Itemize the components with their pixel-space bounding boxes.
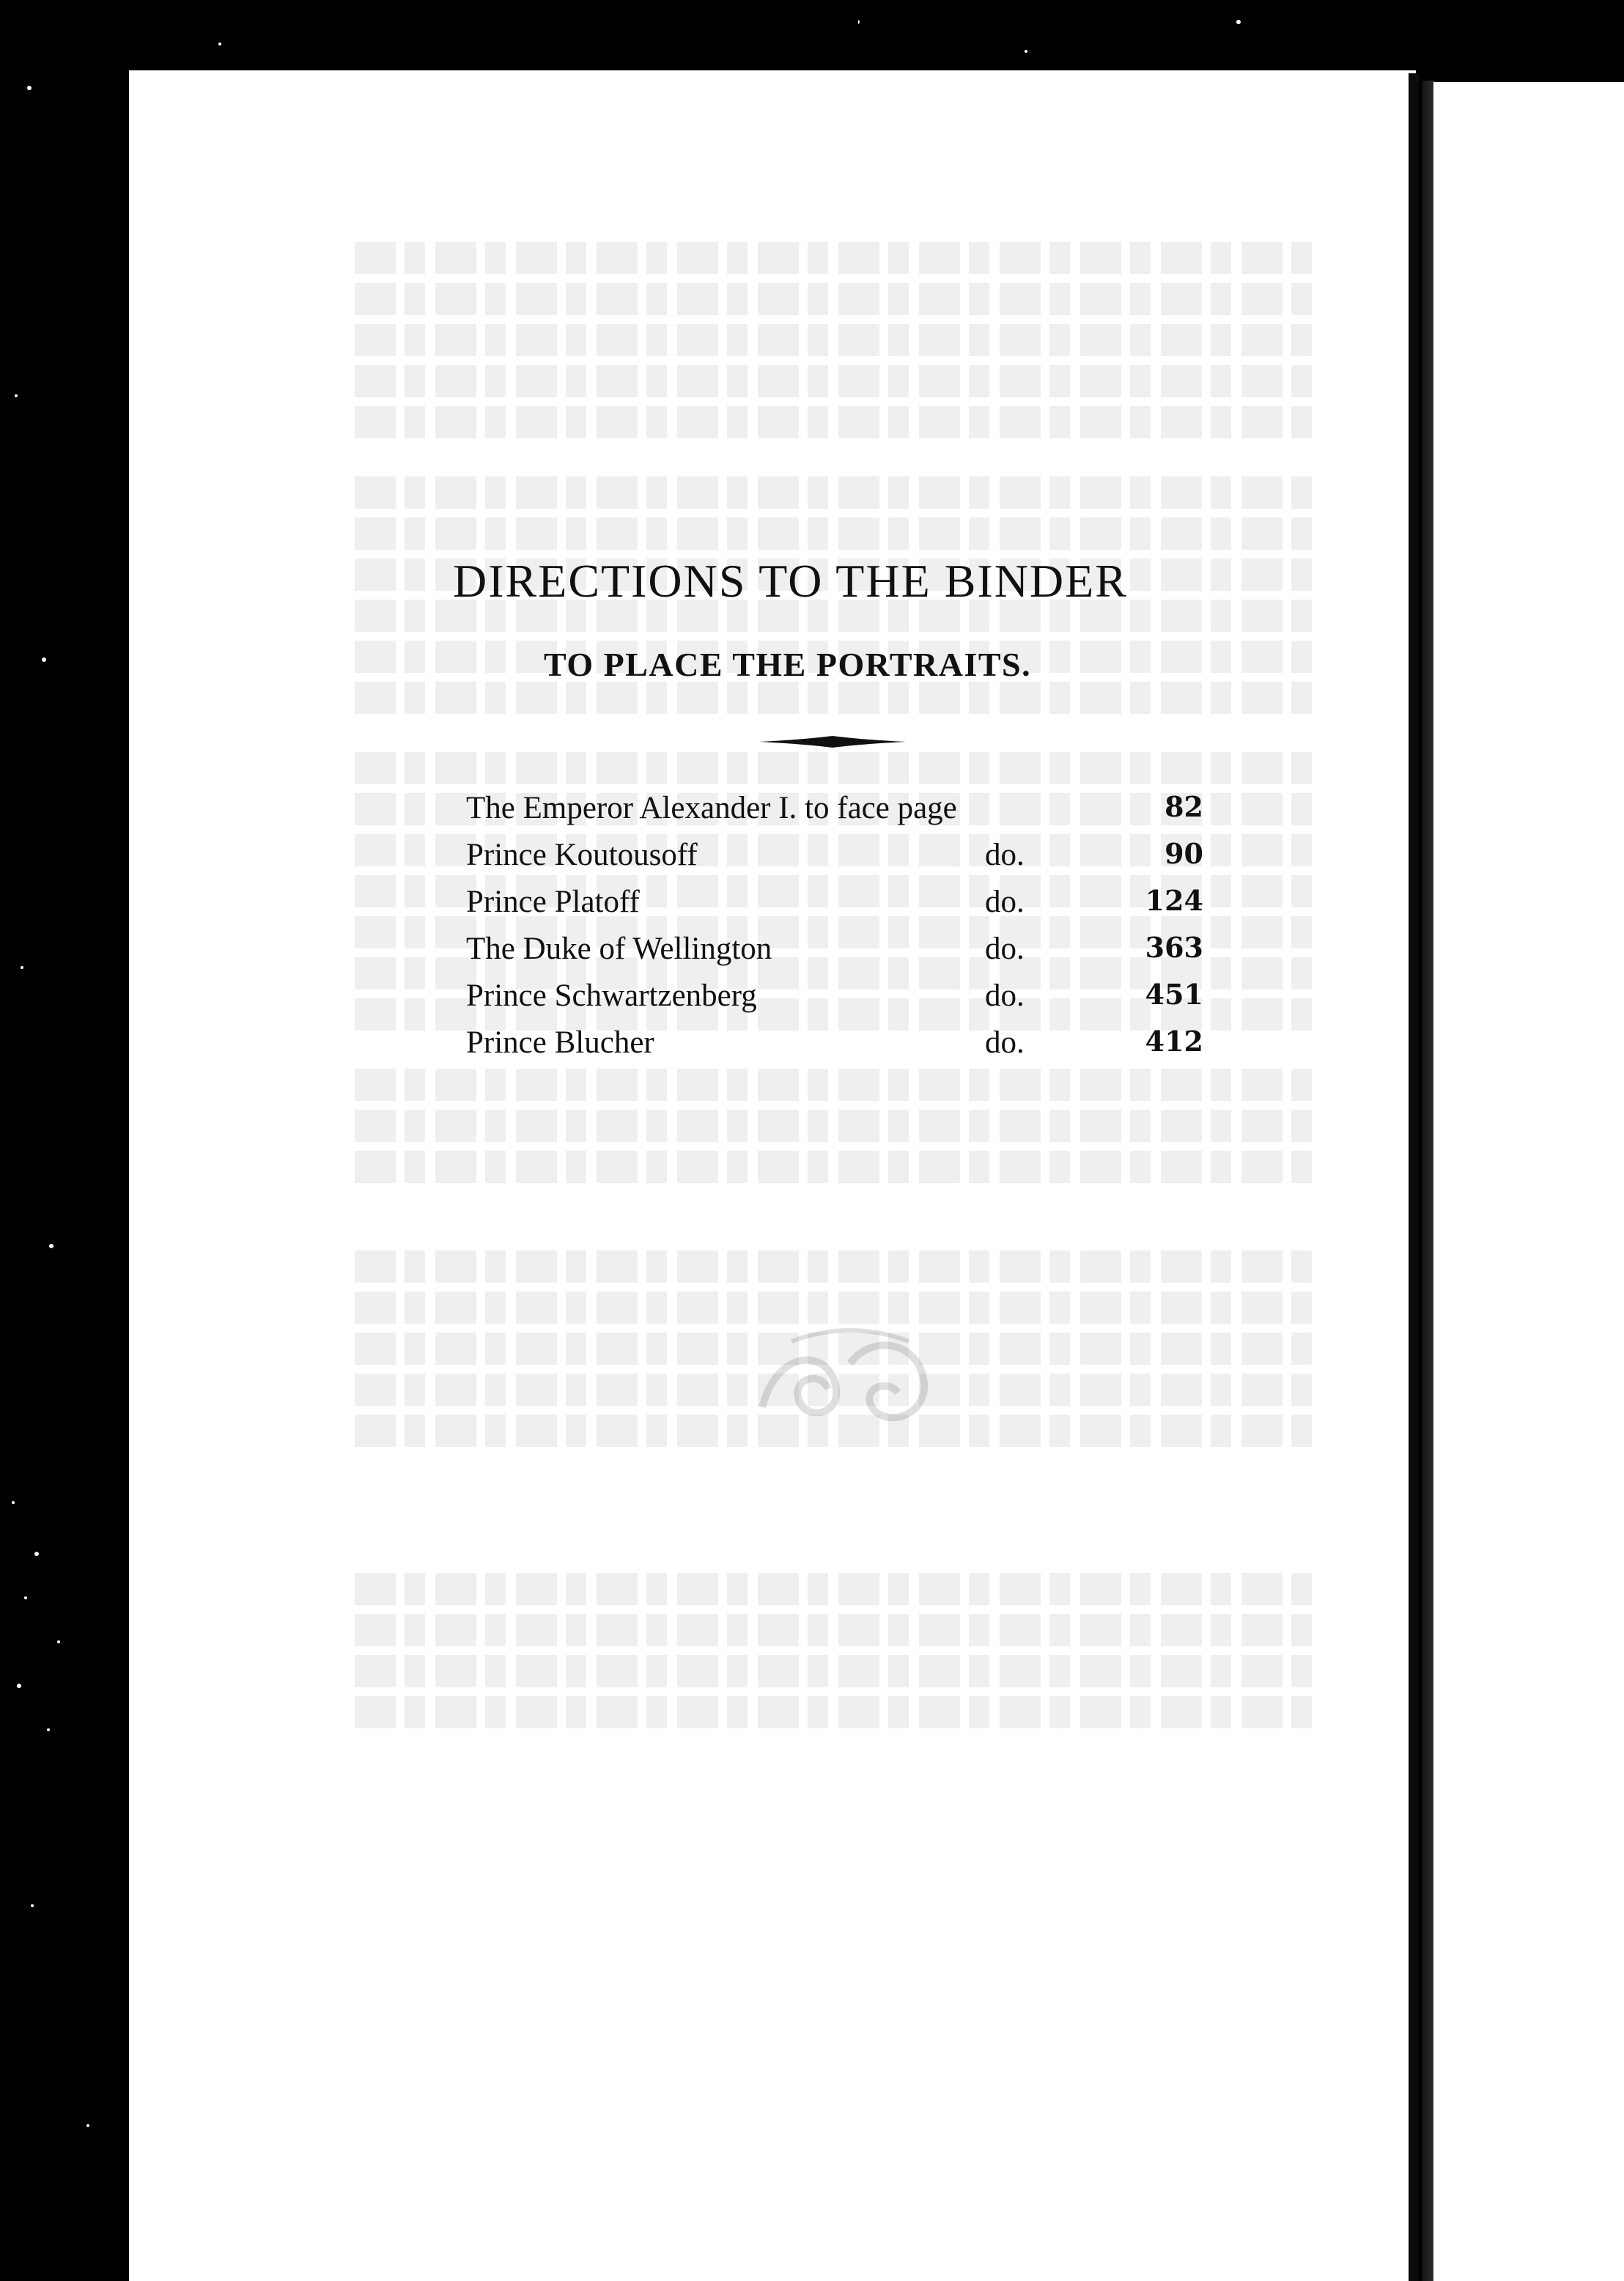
portrait-ditto: do. bbox=[985, 885, 1025, 919]
page-title: DIRECTIONS TO THE BINDER bbox=[453, 555, 1128, 607]
portrait-page-number: 451 bbox=[1145, 978, 1203, 1011]
show-through-ornament bbox=[748, 1319, 953, 1437]
portrait-name: Prince Platoff bbox=[466, 885, 640, 919]
decorative-rule bbox=[759, 733, 906, 751]
portrait-name: Prince Koutousoff bbox=[466, 838, 698, 872]
list-item bbox=[466, 931, 1221, 978]
book-spine bbox=[1409, 73, 1419, 2281]
list-item bbox=[466, 1025, 1221, 1072]
portrait-ditto: do. bbox=[985, 1025, 1025, 1060]
portrait-page-number: 412 bbox=[1145, 1025, 1203, 1058]
list-item bbox=[466, 837, 1221, 884]
portrait-name: The Duke of Wellington bbox=[466, 932, 772, 966]
list-item bbox=[466, 884, 1221, 931]
list-item bbox=[466, 978, 1221, 1025]
portrait-page-number: 90 bbox=[1165, 837, 1203, 870]
portrait-ditto: do. bbox=[985, 838, 1025, 872]
portrait-name: Prince Blucher bbox=[466, 1025, 654, 1060]
portrait-page-number: 82 bbox=[1165, 790, 1203, 823]
portrait-page-number: 124 bbox=[1145, 884, 1203, 917]
portrait-ditto: do. bbox=[985, 932, 1025, 966]
list-item bbox=[466, 790, 1221, 837]
page-subtitle: TO PLACE THE PORTRAITS. bbox=[544, 646, 1032, 683]
portrait-ditto: do. bbox=[985, 979, 1025, 1013]
portrait-list bbox=[466, 790, 1221, 1072]
facing-page-edge bbox=[1433, 82, 1624, 2281]
portrait-name: Prince Schwartzenberg bbox=[466, 979, 757, 1013]
portrait-page-number: 363 bbox=[1145, 931, 1203, 964]
portrait-name: The Emperor Alexander I. to face page bbox=[466, 791, 957, 825]
